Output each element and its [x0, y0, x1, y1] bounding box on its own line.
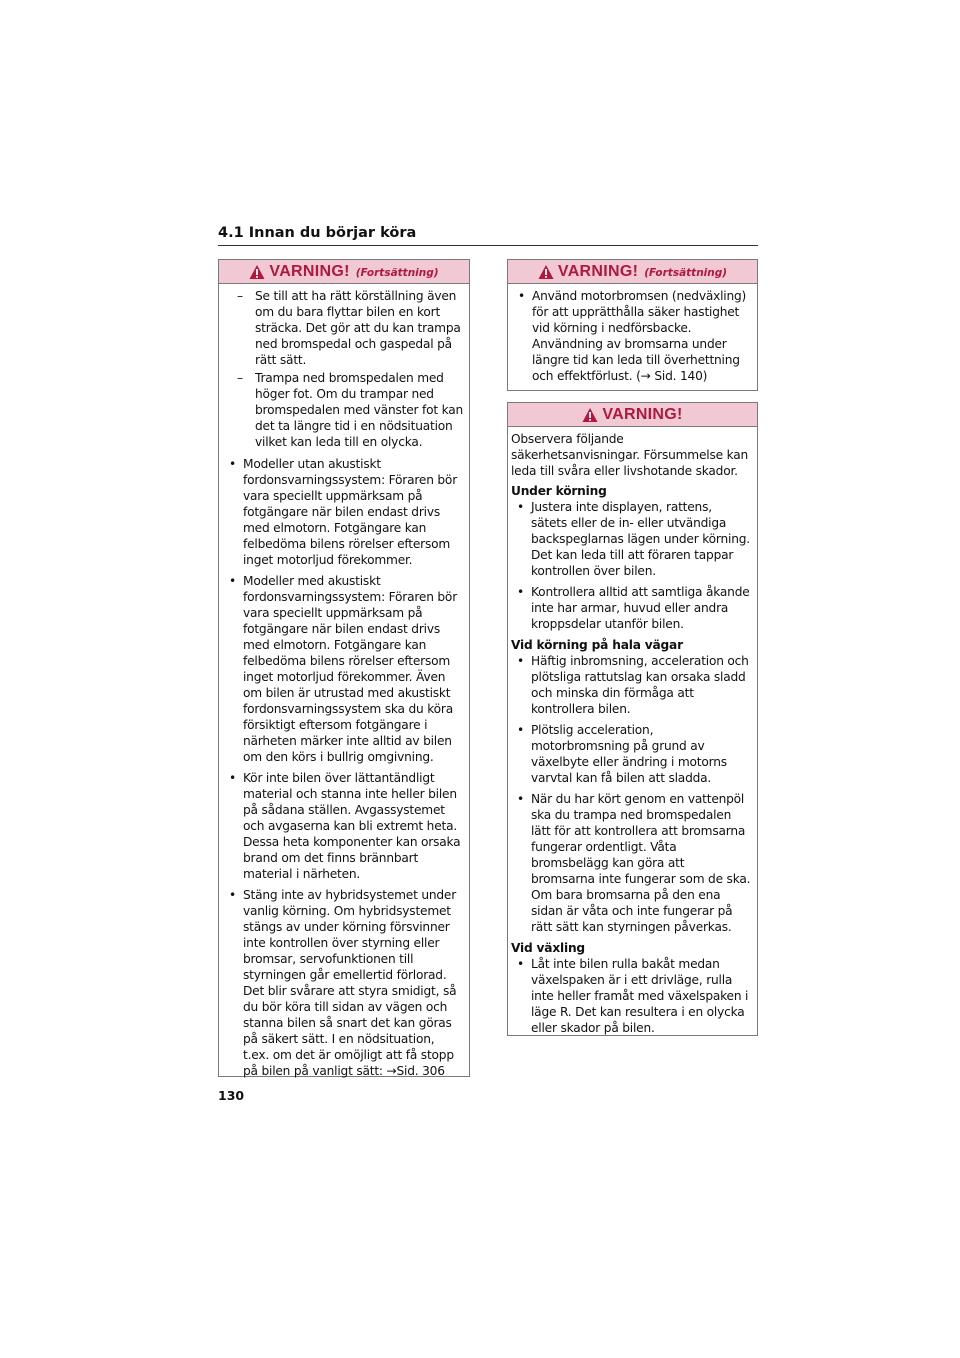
subheading: Vid växling — [511, 941, 585, 955]
warning-header — [219, 260, 469, 284]
page-number: 130 — [218, 1088, 245, 1103]
warning-title: VARNING! — [269, 262, 350, 280]
dash-item: – Trampa ned bromspedalen med höger fot. Om du trampar ned bromspedalen med vänster fot kan det ta längre tid i en nödsituation vilket kan leda till en olycka. — [237, 371, 464, 449]
warning-body — [508, 284, 757, 395]
subheading: Vid körning på hala vägar — [511, 638, 683, 652]
dash-item: – Se till att ha rätt körställning även om du bara flyttar bilen en kort sträcka. Det gör att du kan trampa ned bromspedal och gaspedal på rätt sätt. — [237, 289, 461, 367]
bullet-item: • Häftig inbromsning, acceleration och plötsliga rattutslag kan orsaka sladd och minska din förmåga att kontrollera bilen. — [517, 654, 749, 716]
warning-body — [219, 284, 469, 1090]
bullet-item: • När du har kört genom en vattenpöl ska du trampa ned bromspedalen lätt för att kontrollera att bromsarna fungerar ordentligt. Våta bromsbelägg kan göra att bromsarna inte fungerar som de ska. Om bara bromsarna på den ena sidan är våta och inte fungerar på rätt sätt kan styrningen påverkas. — [517, 792, 751, 934]
warning-triangle-icon — [582, 407, 598, 423]
warning-triangle-icon — [538, 264, 554, 280]
bullet-item: • Modeller med akustiskt fordonsvarningssystem: Föraren bör vara speciellt uppmärksam på fotgängare när bilen endast drivs med elmotorn. Fotgängare kan felbedöma bilens rörelser eftersom inget motorljud förekommer. Även om bilen är utrustad med akustiskt fordonsvarningssystem ska du köra försiktigt eftersom fotgängare i närheten märker inte alltid av bilen om den körs i bullrig omgivning. — [229, 574, 458, 764]
warning-title: VARNING! — [602, 405, 683, 423]
bullet-item: • Justera inte displayen, rattens, sätets eller de in- eller utvändiga backspeglarnas lägen under körning. Det kan leda till att föraren tappar kontrollen över bilen. — [517, 500, 750, 578]
bullet-item: • Låt inte bilen rulla bakåt medan växelspaken är i ett drivläge, rulla inte heller framåt med växelspaken i läge R. Det kan resultera i en olycka eller skador på bilen. — [517, 957, 749, 1035]
bullet-item: • Använd motorbromsen (nedväxling) för att upprätthålla säker hastighet vid körning i nedförsbacke. Användning av bromsarna under längre tid kan leda till överhettning och effektförlust. (→ Sid. 140) — [518, 289, 747, 383]
bullet-item: • Stäng inte av hybridsystemet under vanlig körning. Om hybridsystemet stängs av under körning försvinner inte kontrollen över styrning eller bromsar, servofunktionen till styrningen går emellertid förlorad. Det blir svårare att styra smidigt, så du bör köra till sidan av vägen och stanna bilen så snart det kan göras på säkert sätt. I en nödsituation, t.ex. om det är omöjligt att få stopp på bilen på vanligt sätt: →Sid. 306 — [229, 888, 457, 1078]
warning-triangle-icon — [249, 264, 265, 280]
bullet-item: • Modeller utan akustiskt fordonsvarningssystem: Föraren bör vara speciellt uppmärksam på fotgängare när bilen endast drivs med elmotorn. Fotgängare kan felbedöma bilens rörelser eftersom inget motorljud förekommer. — [229, 457, 458, 567]
warning-box-left — [218, 259, 470, 1077]
continued-label: (Fortsättning) — [644, 267, 728, 279]
warning-body — [508, 427, 757, 1047]
bullet-item: • Plötslig acceleration, motorbromsning på grund av växelbyte eller ändring i motorns varvtal kan få bilen att sladda. — [517, 723, 727, 785]
bullet-item: • Kör inte bilen över lättantändligt material och stanna inte heller bilen på sådana ställen. Avgassystemet och avgaserna kan bli extremt heta. Dessa heta komponenter kan orsaka brand om det finns brännbart material i närheten. — [229, 771, 461, 881]
warning-box-right-top — [507, 259, 758, 391]
warning-intro: Observera följande säkerhetsanvisningar. Försummelse kan leda till svåra eller livshotande skador. — [511, 432, 749, 478]
warning-header — [508, 403, 757, 427]
bullet-item: • Kontrollera alltid att samtliga åkande inte har armar, huvud eller andra kroppsdelar utanför bilen. — [517, 585, 750, 631]
section-header: 4.1 Innan du börjar köra — [218, 223, 758, 246]
continued-label: (Fortsättning) — [355, 267, 439, 279]
warning-box-right-bottom — [507, 402, 758, 1036]
warning-title: VARNING! — [557, 262, 639, 280]
subheading: Under körning — [511, 484, 607, 498]
warning-header — [508, 260, 757, 284]
